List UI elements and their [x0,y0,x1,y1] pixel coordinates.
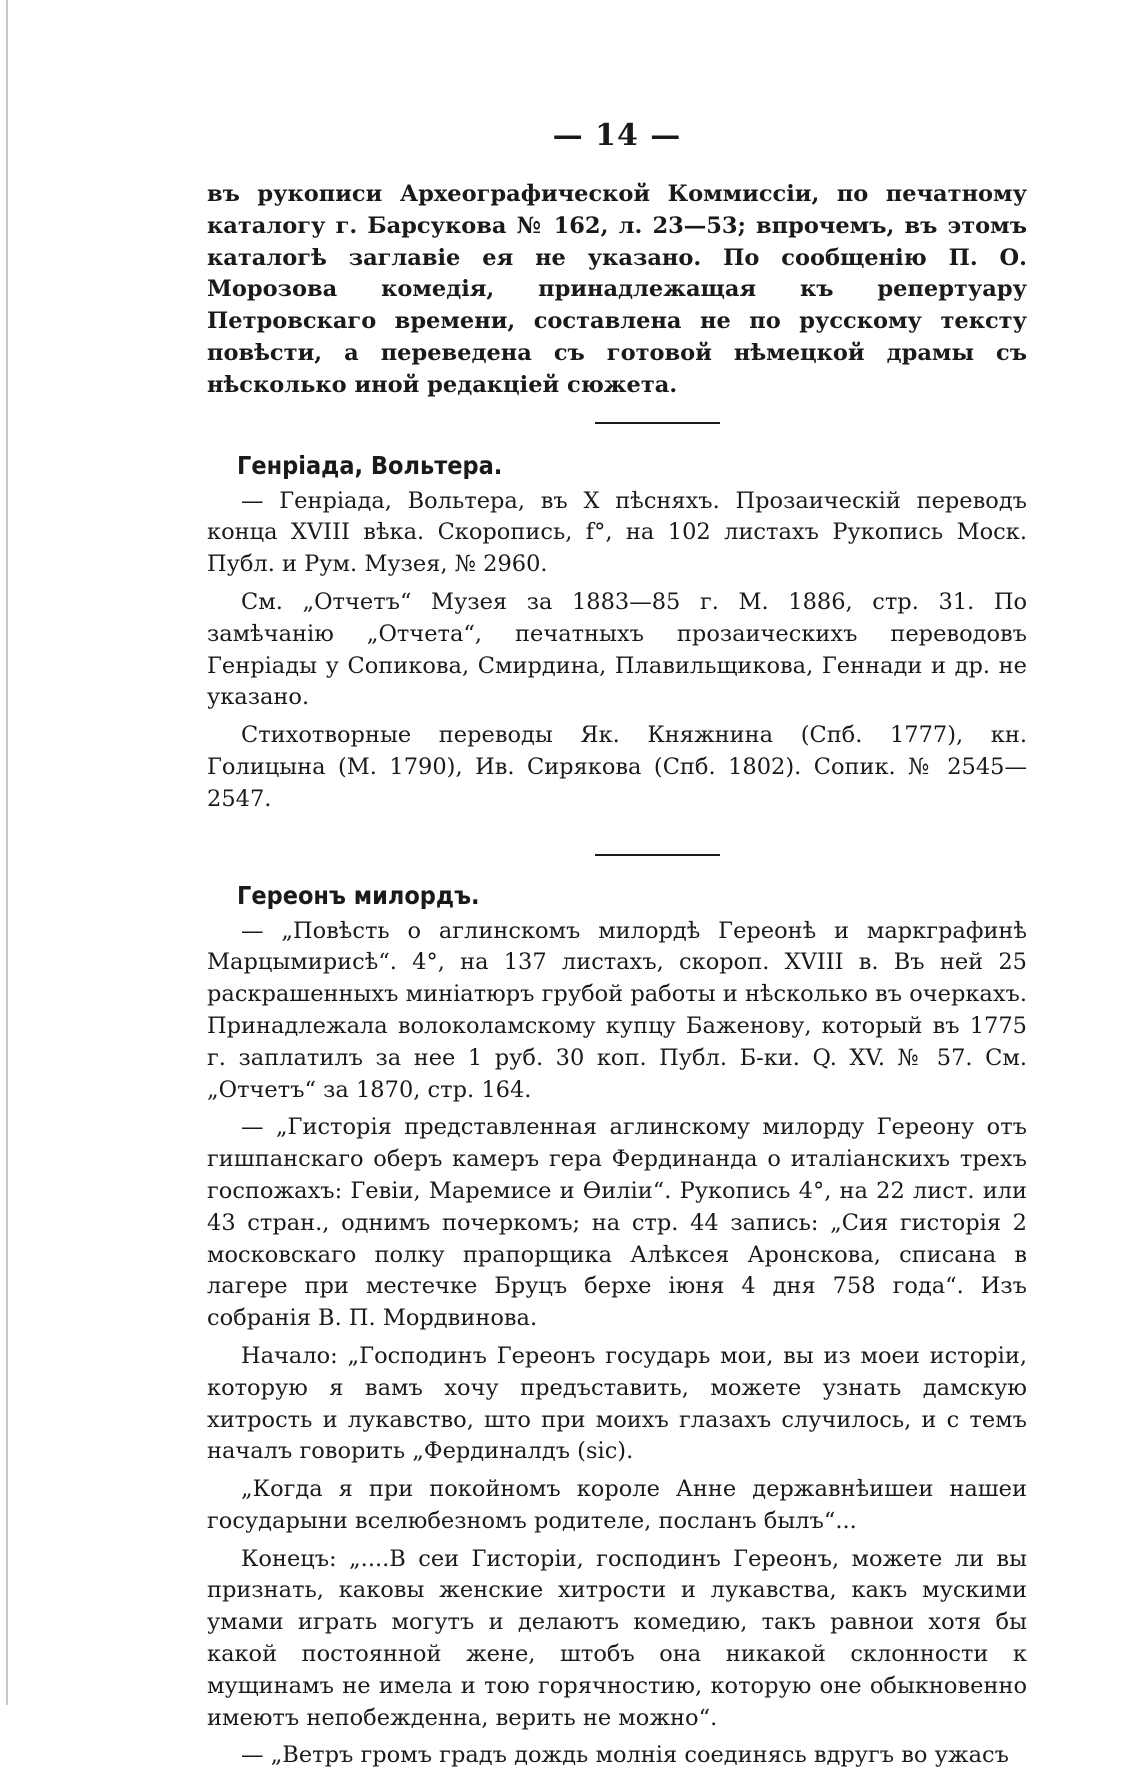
gereon-paragraph-1: — „Повѣсть о аглинскомъ милордѣ Гереонѣ и маркграфинѣ Марцымирисѣ“. 4°, на 137 листахъ, скороп. XVIII в. Въ ней 25 раскрашенныхъ миніатюръ грубой работы и нѣсколько въ очеркахъ. Принадлежала волоколамскому купцу Баженову, который въ 1775 г. заплатилъ за нее 1 руб. 30 коп. Публ. Б-ки. Q. XV. № 57. См. „Отчетъ“ за 1870, стр. 164. [207,917,1027,1103]
henriade-paragraph-2: См. „Отчетъ“ Музея за 1883—85 г. М. 1886, стр. 31. По замѣчанію „Отчета“, печатныхъ прозаическихъ переводовъ Генріады у Сопикова, Смирдина, Плавильщикова, Геннади и др. не указано. [207,588,1027,711]
gereon-paragraph-3: Начало: „Господинъ Гереонъ государь мои, вы из моеи исторіи, которую я вамъ хочу предъставить, можете узнать дамскую хитрость и лукавство, што при моихъ глазахъ случилось, и с темъ началъ говорить „Фердиналдъ (sic). [207,1342,1027,1465]
section-separator [595,854,720,856]
henriade-paragraph-1: — Генріада, Вольтера, въ X пѣсняхъ. Прозаическій переводъ конца XVIII вѣка. Скоропись, f°, на 102 листахъ Рукопись Моск. Публ. и Рум. Музея, № 2960. [207,487,1027,578]
section-heading-henriade: Генріада, Вольтера. [237,450,503,480]
section-separator [595,422,720,424]
gereon-paragraph-2: — „Гисторія представленная аглинскому милорду Гереону отъ гишпанскаго оберъ камеръ гера Фердинанда о италіанскихъ трехъ госпожахъ: Гевіи, Маремисе и Өиліи“. Рукопись 4°, на 22 лист. или 43 стран., однимъ почеркомъ; на стр. 44 запись: „Сия гисторія 2 московскаго полку прапорщика Алѣксея Аронскова, списана в лагере при местечке Бруцъ берхе іюня 4 дня 758 года“. Изъ собранія В. П. Мордвинова. [207,1114,1027,1332]
gereon-paragraph-4: „Когда я при покойномъ короле Анне державнѣишеи нашеи государыни вселюбезномъ родителе, посланъ былъ“... [207,1476,1027,1534]
section-heading-gereon: Гереонъ милордъ. [237,880,480,910]
intro-paragraph: въ рукописи Археографической Коммиссіи, по печатному каталогу г. Барсукова № 162, л. 23—53; впрочемъ, въ этомъ каталогѣ заглавіе ея не указано. По сообщенію П. О. Морозова комедія, принадлежащая къ репертуару Петровскаго времени, составлена не по русскому тексту повѣсти, а переведена съ готовой нѣмецкой драмы съ нѣсколько иной редакціей сюжета. [207,181,1027,398]
gereon-paragraph-5: Конецъ: „....В сеи Гисторіи, господинъ Гереонъ, можете ли вы признать, каковы женские хитрости и лукавства, какъ мускими умами играть могутъ и делаютъ комедию, такъ равнои хотя бы какой постоянной жене, штобъ она никакой склонности к мущинамъ не имела и тою горячностию, которую оне обыкновенно имеютъ непобежденна, верить не можно“. [207,1545,1027,1731]
page-number: — 14 — [552,118,682,153]
gereon-paragraph-6: — „Ветръ громъ градъ дождь молнія соединясь вдругъ во ужасъ [241,1742,1009,1769]
document-page [207,118,1027,1772]
henriade-paragraph-3: Стихотворные переводы Як. Княжнина (Спб. 1777), кн. Голицына (М. 1790), Ив. Сирякова (Спб. 1802). Сопик. № 2545—2547. [207,722,1027,812]
page-left-edge [6,0,8,1705]
